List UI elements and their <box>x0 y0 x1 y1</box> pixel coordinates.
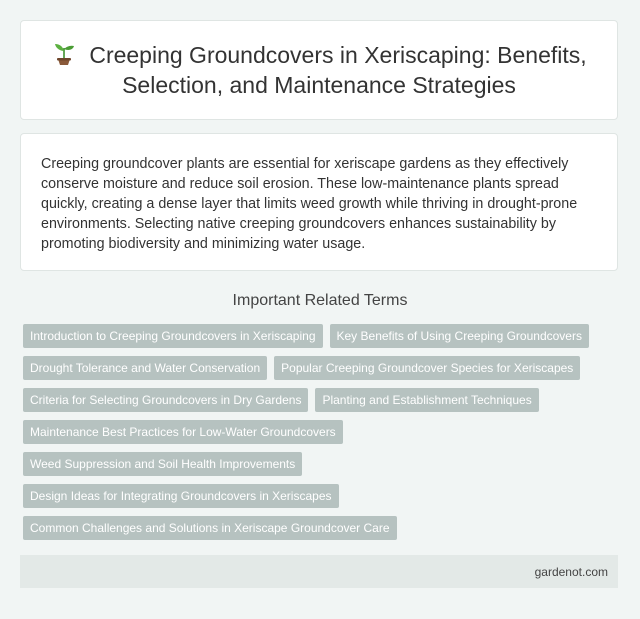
term-tag[interactable]: Criteria for Selecting Groundcovers in Dry Gardens <box>23 388 308 412</box>
page-title <box>21 40 617 100</box>
term-tag[interactable]: Weed Suppression and Soil Health Improvements <box>23 452 302 476</box>
related-terms-heading: Important Related Terms <box>232 292 408 309</box>
term-tag[interactable]: Introduction to Creeping Groundcovers in Xeriscaping <box>23 324 323 348</box>
page-title-text: Creeping Groundcovers in Xeriscaping: Benefits, Selection, and Maintenance Strategies <box>89 42 587 98</box>
site-name[interactable]: gardenot.com <box>534 564 608 579</box>
term-tag[interactable]: Drought Tolerance and Water Conservation <box>23 356 267 380</box>
term-tag[interactable]: Design Ideas for Integrating Groundcovers in Xeriscapes <box>23 484 339 508</box>
footer <box>20 555 618 588</box>
term-tag[interactable]: Key Benefits of Using Creeping Groundcovers <box>330 324 589 348</box>
related-terms-list <box>23 324 603 540</box>
title-card <box>20 20 618 120</box>
term-tag[interactable]: Maintenance Best Practices for Low-Water Groundcovers <box>23 420 343 444</box>
summary-card <box>20 133 618 271</box>
term-tag[interactable]: Planting and Establishment Techniques <box>315 388 538 412</box>
sprout-icon <box>51 42 77 66</box>
summary-text: Creeping groundcover plants are essential for xeriscape gardens as they effectively conserve moisture and reduce soil erosion. These low-maintenance plants spread quickly, creating a dense layer that limits weed growth while thriving in drought-prone environments. Selecting native creeping groundcovers enhances sustainability by promoting biodiversity and minimizing water usage. <box>41 156 578 252</box>
term-tag[interactable]: Common Challenges and Solutions in Xeriscape Groundcover Care <box>23 516 397 540</box>
term-tag[interactable]: Popular Creeping Groundcover Species for Xeriscapes <box>274 356 580 380</box>
